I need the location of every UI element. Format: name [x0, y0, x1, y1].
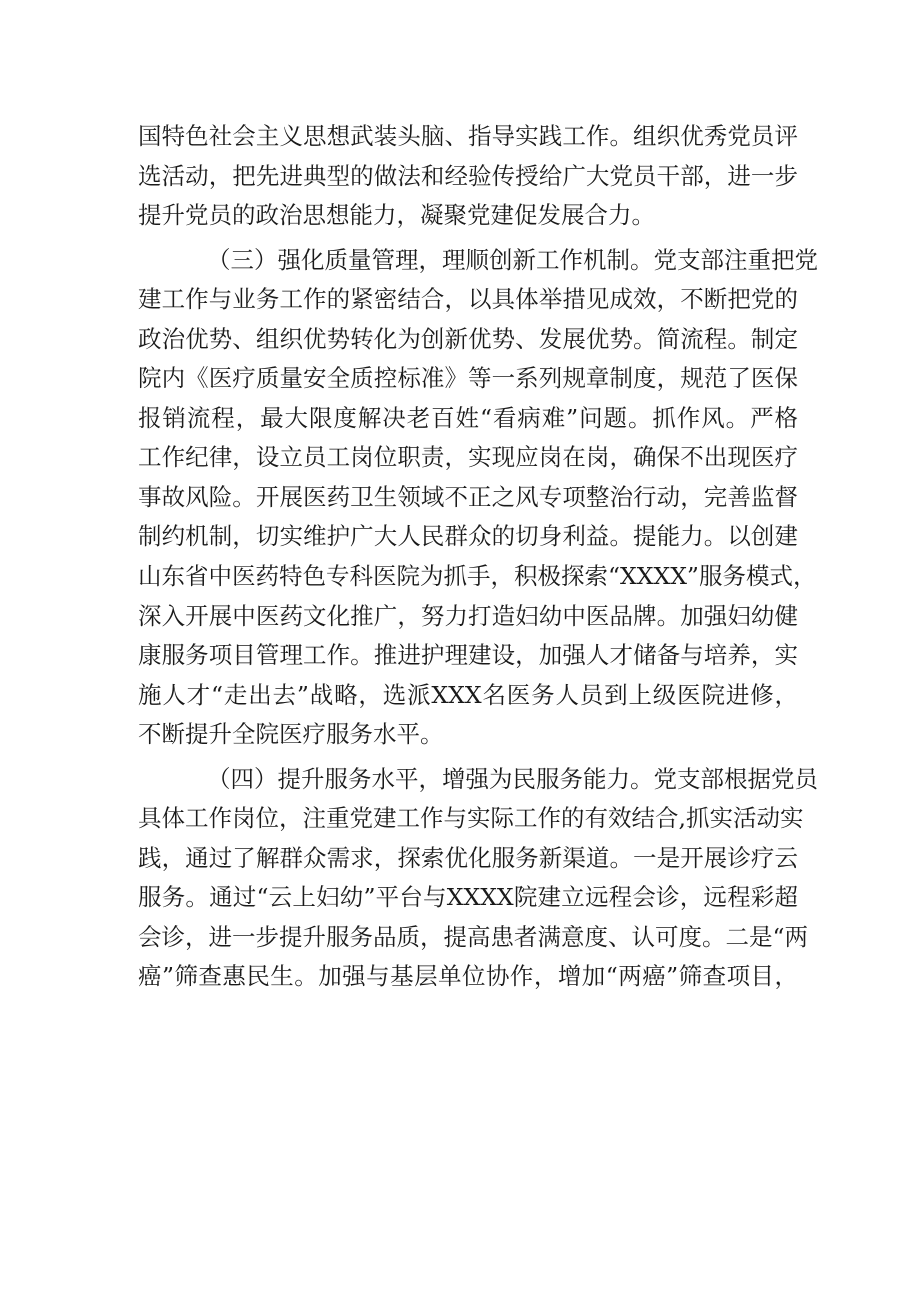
text-line: 康服务项目管理工作。推进护理建设，加强人才储备与培养，实	[138, 641, 798, 670]
text-line: 践，通过了解群众需求，探索优化服务新渠道。一是开展诊疗云	[138, 843, 798, 872]
text-line: 山东省中医药特色专科医院为抓手，积极探索“XXXX”服务模式，	[138, 562, 817, 591]
text-line: 制约机制，切实维护广大人民群众的切身利益。提能力。以创建	[138, 522, 798, 551]
text-line: 工作纪律，设立员工岗位职责，实现应岗在岗，确保不出现医疗	[138, 443, 798, 472]
section-heading-line: （四）提升服务水平，增强为民服务能力。党支部根据党员	[207, 764, 818, 793]
paragraph-section-3	[138, 241, 818, 755]
paragraph-continuation	[138, 117, 798, 236]
paragraph-section-4	[138, 760, 818, 997]
text-line: 深入开展中医药文化推广，努力打造妇幼中医品牌。加强妇幼健	[138, 601, 798, 630]
text-line: 施人才“走出去”战略，选派XXX名医务人员到上级医院进修，	[138, 680, 798, 709]
document-body	[138, 117, 818, 997]
text-line: 具体工作岗位，注重党建工作与实际工作的有效结合,抓实活动实	[138, 804, 804, 833]
text-line: 建工作与业务工作的紧密结合，以具体举措见成效，不断把党的	[138, 285, 798, 314]
section-heading-line: （三）强化质量管理，理顺创新工作机制。党支部注重把党	[207, 245, 818, 274]
text-line: 国特色社会主义思想武装头脑、指导实践工作。组织优秀党员评	[138, 122, 798, 150]
text-line: 提升党员的政治思想能力，凝聚党建促发展合力。	[138, 201, 655, 230]
text-line: 不断提升全院医疗服务水平。	[138, 720, 444, 749]
text-line: 服务。通过“云上妇幼”平台与XXXX院建立远程会诊，远程彩超	[138, 883, 798, 912]
text-line: 癌”筛查惠民生。加强与基层单位协作，增加“两癌”筛查项目，	[138, 962, 798, 991]
text-line: 会诊，进一步提升服务品质，提高患者满意度、认可度。二是“两	[138, 922, 809, 951]
text-line: 院内《医疗质量安全质控标准》等一系列规章制度，规范了医保	[138, 364, 798, 393]
text-line: 政治优势、组织优势转化为创新优势、发展优势。简流程。制定	[138, 324, 798, 353]
text-line: 事故风险。开展医药卫生领域不正之风专项整治行动，完善监督	[138, 482, 798, 511]
text-line: 报销流程，最大限度解决老百姓“看病难”问题。抓作风。严格	[138, 403, 798, 432]
text-line: 选活动，把先进典型的做法和经验传授给广大党员干部，进一步	[138, 161, 798, 190]
